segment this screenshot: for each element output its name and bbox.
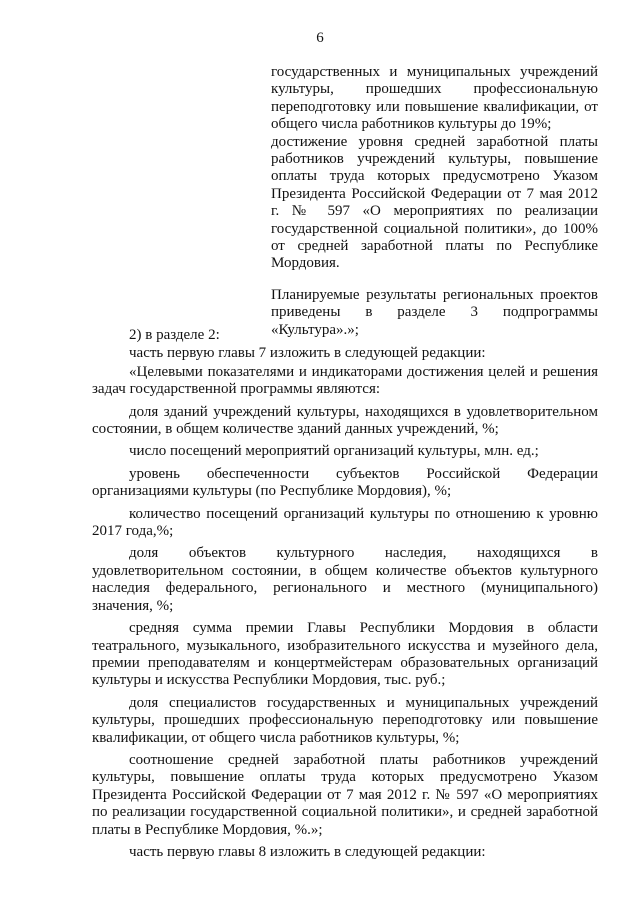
right-paragraph: государственных и муниципальных учреждений культуры, прошедших профессиональную переподготовку или повышение квалификации, от общего числа работников культуры до 19%; <box>271 64 598 133</box>
body-paragraph: часть первую главы 7 изложить в следующей редакции: <box>129 345 486 362</box>
body-paragraph: доля зданий учреждений культуры, находящихся в удовлетворительном состоянии, в общем количестве зданий данных учреждений, %; <box>92 403 598 438</box>
body-paragraph: доля объектов культурного наследия, находящихся в удовлетворительном состоянии, в общем количестве объектов культурного наследия федерального, регионального и местного (муниципального) значения, %; <box>92 545 598 614</box>
body-paragraph: средняя сумма премии Главы Республики Мордовия в области театрального, музыкального, изобразительного искусства и музейного дела, премии преподавателям и концертмейстерам образовательных организаций культуры и искусства Республики Мордовия, тыс. руб.; <box>92 620 598 689</box>
right-paragraph: достижение уровня средней заработной платы работников учреждений культуры, повышение оплаты труда которых предусмотрено Указом Президента Российской Федерации от 7 мая 2012 г. № 597 «О мероприятиях по реализации государственной социальной политики», до 100% от средней заработной платы по Республике Мордовия. <box>271 133 598 272</box>
body-paragraph: уровень обеспеченности субъектов Российской Федерации организациями культуры (по Республике Мордовия), %; <box>92 465 598 500</box>
body-paragraph: часть первую главы 8 изложить в следующей редакции: <box>129 843 486 860</box>
body-paragraph: соотношение средней заработной платы работников учреждений культуры, повышение оплаты труда которых предусмотрено Указом Президента Российской Федерации от 7 мая 2012 г. № 597 «О мероприятиях по реализации государственной социальной политики», и средней заработной платы в Республике Мордовия, %.»; <box>92 751 598 838</box>
main-body-text <box>92 327 598 861</box>
page-number: 6 <box>316 30 324 46</box>
body-paragraph: «Целевыми показателями и индикаторами достижения целей и решения задач государственной программы являются: <box>92 363 598 398</box>
body-paragraph: число посещений мероприятий организаций культуры, млн. ед.; <box>129 443 539 460</box>
right-column-text <box>271 64 598 339</box>
body-paragraph: количество посещений организаций культуры по отношению к уровню 2017 года,%; <box>92 505 598 540</box>
right-paragraph: Планируемые результаты региональных проектов приведены в разделе 3 подпрограммы «Культура».»; <box>271 286 598 338</box>
body-paragraph: 2) в разделе 2: <box>129 327 220 343</box>
body-paragraph: доля специалистов государственных и муниципальных учреждений культуры, прошедших профессиональную переподготовку или повышение квалификации, от общего числа работников культуры, %; <box>92 694 598 746</box>
